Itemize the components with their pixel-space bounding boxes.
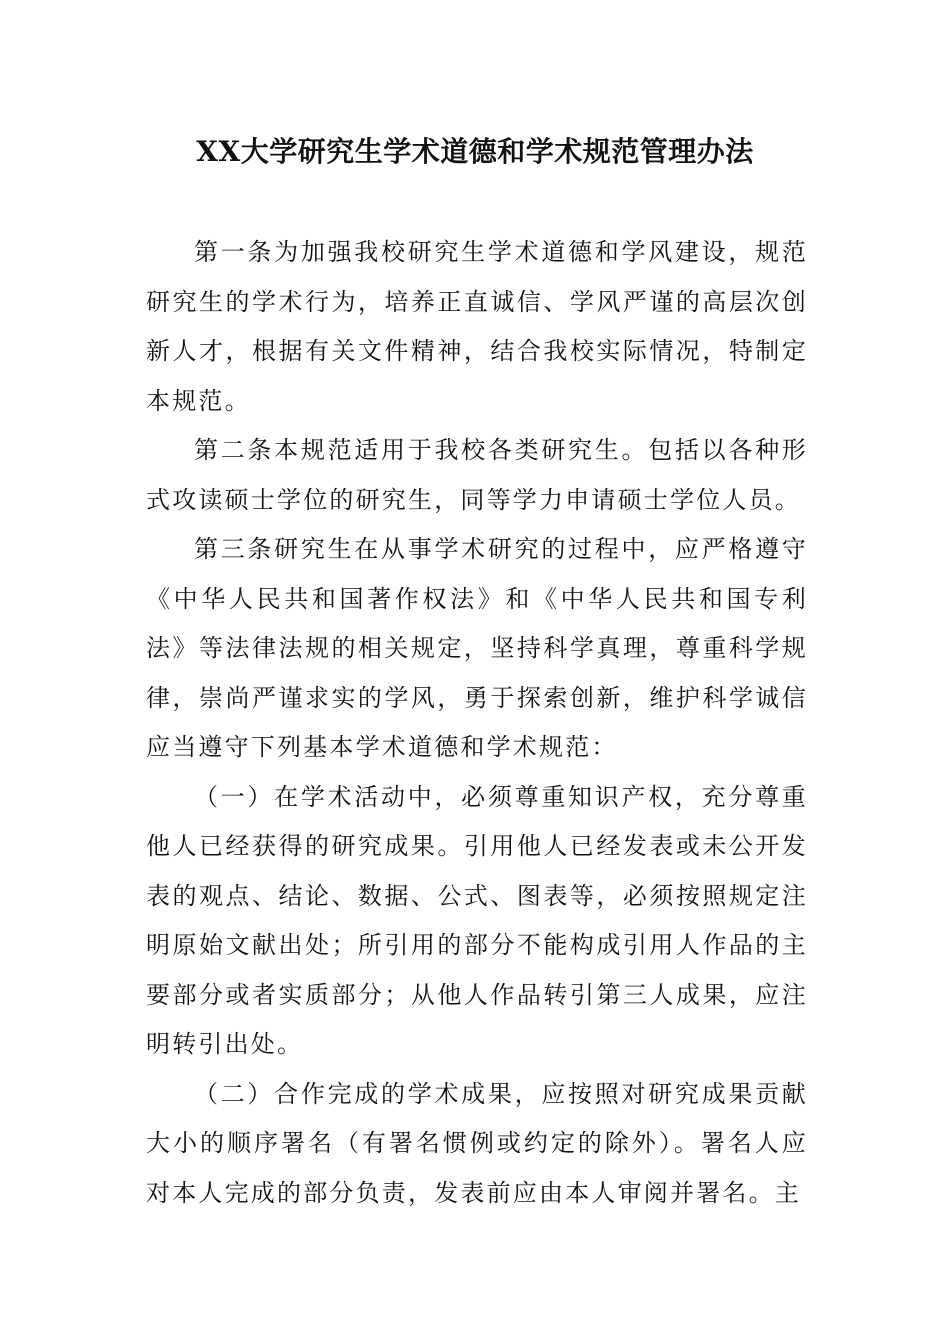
paragraph-article-3: 第三条研究生在从事学术研究的过程中，应严格遵守《中华人民共和国著作权法》和《中华人民共和国专利法》等法律法规的相关规定，坚持科学真理，尊重科学规律，崇尚严谨求实的学风，勇于探索创新，维护科学诚信应当遵守下列基本学术道德和学术规范：: [146, 535, 808, 761]
document-body: [146, 228, 808, 1218]
paragraph-article-2: 第二条本规范适用于我校各类研究生。包括以各种形式攻读硕士学位的研究生，同等学力申请硕士学位人员。: [146, 436, 808, 514]
paragraph-item-1: （一）在学术活动中，必须尊重知识产权，充分尊重他人已经获得的研究成果。引用他人已经发表或未公开发表的观点、结论、数据、公式、图表等，必须按照规定注明原始文献出处；所引用的部分不能构成引用人作品的主要部分或者实质部分；从他人作品转引第三人成果，应注明转引出处。: [146, 782, 808, 1058]
document-title: XX大学研究生学术道德和学术规范管理办法: [196, 135, 754, 168]
paragraph-article-1: 第一条为加强我校研究生学术道德和学风建设，规范研究生的学术行为，培养正直诚信、学风严谨的高层次创新人才，根据有关文件精神，结合我校实际情况，特制定本规范。: [146, 238, 808, 415]
paragraph-item-2: （二）合作完成的学术成果，应按照对研究成果贡献大小的顺序署名（有署名惯例或约定的除外）。署名人应对本人完成的部分负责，发表前应由本人审阅并署名。主: [146, 1079, 808, 1207]
